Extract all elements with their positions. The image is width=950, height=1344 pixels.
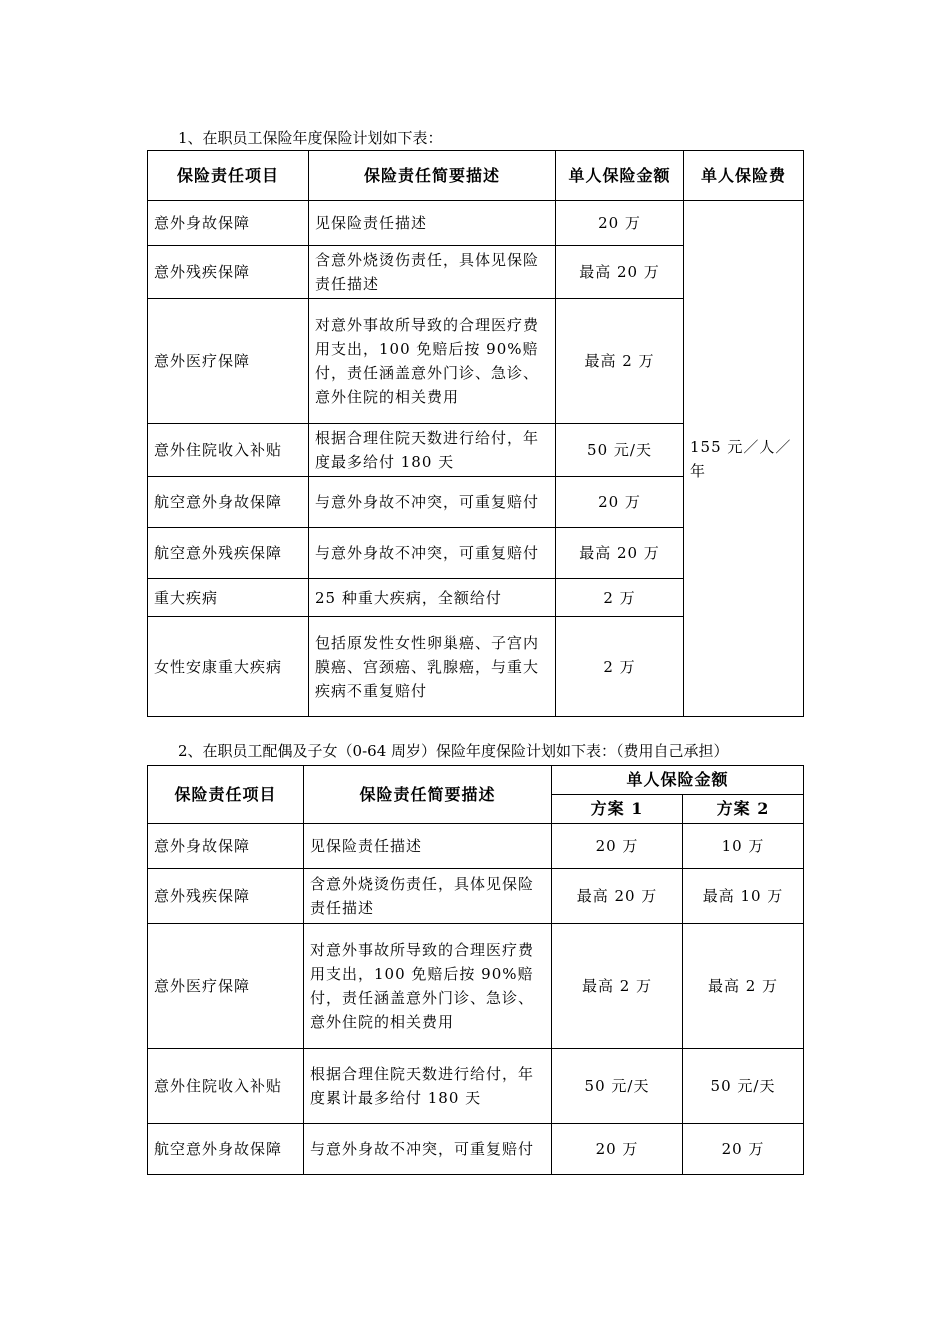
plan1-amount: 20 万 [552,1124,683,1175]
table-row [148,869,804,924]
coverage-description: 与意外身故不冲突，可重复赔付 [304,1124,552,1175]
coverage-item: 意外身故保障 [148,201,309,246]
coverage-amount: 最高 20 万 [556,246,684,299]
table-row [148,924,804,1049]
table2-caption: 2、在职员工配偶及子女（0-64 周岁）保险年度保险计划如下表：（费用自己承担） [178,742,729,760]
plan1-amount: 最高 2 万 [552,924,683,1049]
coverage-amount: 20 万 [556,201,684,246]
coverage-amount: 最高 2 万 [556,299,684,424]
coverage-description: 根据合理住院天数进行给付，年度最多给付 180 天 [309,424,556,477]
plan1-amount: 50 元/天 [552,1049,683,1124]
plan2-amount: 10 万 [683,824,804,869]
header-premium: 单人保险费 [684,151,804,201]
table-row [148,824,804,869]
plan2-amount: 最高 2 万 [683,924,804,1049]
header-item: 保险责任项目 [148,151,309,201]
coverage-description: 见保险责任描述 [304,824,552,869]
coverage-item: 意外医疗保障 [148,924,304,1049]
plan1-amount: 最高 20 万 [552,869,683,924]
family-insurance-table [147,765,804,1175]
header-item: 保险责任项目 [148,766,304,824]
coverage-item: 航空意外残疾保障 [148,528,309,579]
coverage-item: 重大疾病 [148,579,309,617]
coverage-amount: 20 万 [556,477,684,528]
header-description: 保险责任简要描述 [309,151,556,201]
coverage-description: 含意外烧烫伤责任，具体见保险责任描述 [304,869,552,924]
coverage-description: 对意外事故所导致的合理医疗费用支出，100 免赔后按 90%赔付，责任涵盖意外门诊、急诊、意外住院的相关费用 [309,299,556,424]
table-header-row [148,151,804,201]
table1-caption: 1、在职员工保险年度保险计划如下表： [178,129,443,147]
table-row [148,1124,804,1175]
plan2-amount: 50 元/天 [683,1049,804,1124]
coverage-description: 25 种重大疾病，全额给付 [309,579,556,617]
header-amount: 单人保险金额 [556,151,684,201]
premium-cell: 155 元／人／年 [684,201,804,717]
coverage-description: 与意外身故不冲突，可重复赔付 [309,528,556,579]
coverage-description: 见保险责任描述 [309,201,556,246]
coverage-description: 与意外身故不冲突，可重复赔付 [309,477,556,528]
coverage-description: 根据合理住院天数进行给付，年度累计最多给付 180 天 [304,1049,552,1124]
header-description: 保险责任简要描述 [304,766,552,824]
coverage-item: 意外医疗保障 [148,299,309,424]
coverage-item: 意外住院收入补贴 [148,424,309,477]
coverage-item: 航空意外身故保障 [148,477,309,528]
coverage-item: 意外残疾保障 [148,246,309,299]
header-amount: 单人保险金额 [552,766,804,795]
header-plan-2: 方案 2 [683,795,804,824]
coverage-item: 意外残疾保障 [148,869,304,924]
plan1-amount: 20 万 [552,824,683,869]
coverage-item: 航空意外身故保障 [148,1124,304,1175]
coverage-description: 对意外事故所导致的合理医疗费用支出，100 免赔后按 90%赔付，责任涵盖意外门诊、急诊、意外住院的相关费用 [304,924,552,1049]
coverage-item: 意外身故保障 [148,824,304,869]
coverage-description: 含意外烧烫伤责任，具体见保险责任描述 [309,246,556,299]
header-plan-1: 方案 1 [552,795,683,824]
coverage-amount: 2 万 [556,617,684,717]
coverage-description: 包括原发性女性卵巢癌、子宫内膜癌、宫颈癌、乳腺癌，与重大疾病不重复赔付 [309,617,556,717]
plan2-amount: 20 万 [683,1124,804,1175]
coverage-amount: 2 万 [556,579,684,617]
staff-insurance-table [147,150,804,717]
coverage-amount: 50 元/天 [556,424,684,477]
table-row [148,201,804,246]
table-header-row [148,766,804,795]
coverage-item: 意外住院收入补贴 [148,1049,304,1124]
coverage-amount: 最高 20 万 [556,528,684,579]
coverage-item: 女性安康重大疾病 [148,617,309,717]
plan2-amount: 最高 10 万 [683,869,804,924]
table-row [148,1049,804,1124]
